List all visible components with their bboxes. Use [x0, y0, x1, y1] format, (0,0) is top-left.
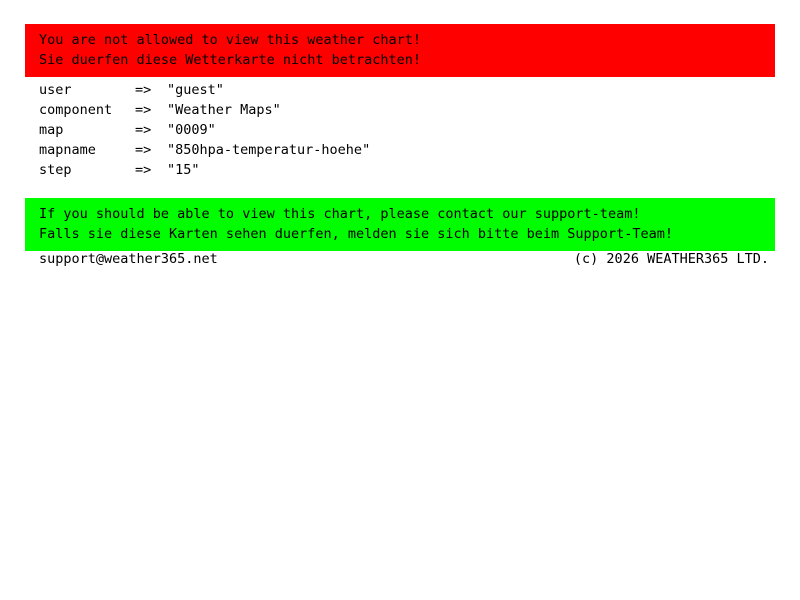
parameter-value: "guest"	[167, 82, 224, 98]
error-banner	[25, 24, 775, 77]
parameter-key: map	[39, 122, 64, 138]
error-banner-line-en: You are not allowed to view this weather chart!	[39, 32, 422, 48]
parameter-arrow: =>	[135, 162, 152, 178]
parameter-value: "15"	[167, 162, 200, 178]
info-banner-line-de: Falls sie diese Karten sehen duerfen, melden sie sich bitte beim Support-Team!	[39, 226, 673, 242]
footer	[39, 250, 769, 268]
parameter-arrow: =>	[135, 102, 152, 118]
parameter-key: user	[39, 82, 72, 98]
parameter-key: component	[39, 102, 113, 118]
parameter-row-map	[39, 120, 759, 140]
info-banner	[25, 198, 775, 251]
parameter-key: mapname	[39, 142, 96, 158]
parameter-key: step	[39, 162, 72, 178]
parameter-row-mapname	[39, 140, 759, 160]
parameter-value: "0009"	[167, 122, 216, 138]
parameter-arrow: =>	[135, 122, 152, 138]
parameter-list	[39, 80, 759, 180]
parameter-row-component	[39, 100, 759, 120]
parameter-value: "Weather Maps"	[167, 102, 281, 118]
error-banner-line-de: Sie duerfen diese Wetterkarte nicht betrachten!	[39, 52, 422, 68]
support-email-link[interactable]: support@weather365.net	[39, 251, 218, 267]
info-banner-line-en: If you should be able to view this chart, please contact our support-team!	[39, 206, 641, 222]
parameter-arrow: =>	[135, 142, 152, 158]
parameter-row-step	[39, 160, 759, 180]
parameter-row-user	[39, 80, 759, 100]
parameter-value: "850hpa-temperatur-hoehe"	[167, 142, 371, 158]
parameter-arrow: =>	[135, 82, 152, 98]
copyright-text: (c) 2026 WEATHER365 LTD.	[573, 251, 769, 267]
